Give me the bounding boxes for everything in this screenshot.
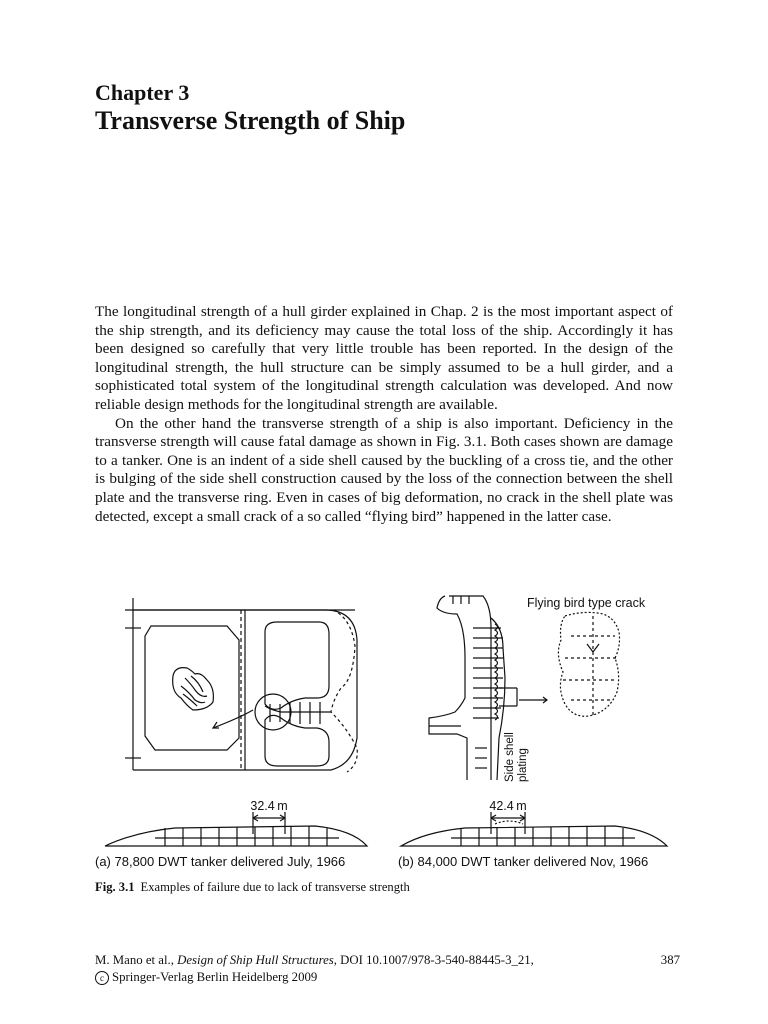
chapter-label: Chapter 3 <box>95 80 190 105</box>
page-number: 387 <box>660 953 680 967</box>
copyright-icon: c <box>95 971 109 985</box>
left-section-drawing <box>125 598 357 772</box>
right-panel-caption: (b) 84,000 DWT tanker delivered Nov, 1966 <box>398 854 649 869</box>
footer-doi: , DOI 10.1007/978-3-540-88445-3_21, <box>333 953 534 967</box>
chapter-title: Transverse Strength of Ship <box>95 106 406 135</box>
body-text <box>95 303 673 526</box>
flying-bird-crack-label: Flying bird type crack <box>527 596 646 610</box>
figure-number: Fig. 3.1 <box>95 880 135 894</box>
figure-caption <box>95 880 410 895</box>
footer-book-title: Design of Ship Hull Structures <box>177 953 334 967</box>
citation-line <box>95 952 680 969</box>
figure-drawing <box>95 588 675 878</box>
figure-caption-text: Examples of failure due to lack of transverse strength <box>140 880 410 894</box>
left-profile-drawing <box>105 812 367 846</box>
footer-copyright: Springer-Verlag Berlin Heidelberg 2009 <box>112 970 318 984</box>
right-dimension-label: 42.4 m <box>489 799 527 813</box>
figure-3-1 <box>95 588 675 878</box>
paragraph-1: The longitudinal strength of a hull girder explained in Chap. 2 is the most important aspect of the ship strength, and its deficiency may cause the total loss of the ship. Accordingly it has been designed so carefully that very little trouble has been reported. In the design of the longitudinal strength, the hull structure can be simply assumed to be a hull girder, and a sophisticated total system of the longitudinal strength calculation was developed. And now reliable design methods for the longitudinal strength are available. <box>95 303 673 413</box>
copyright-line <box>95 969 680 986</box>
left-panel-caption: (a) 78,800 DWT tanker delivered July, 1966 <box>95 854 346 869</box>
side-shell-label: Side shell <box>504 732 516 782</box>
left-dimension-label: 32.4 m <box>250 799 288 813</box>
right-profile-drawing <box>401 812 667 846</box>
paragraph-2: On the other hand the transverse strength of a ship is also important. Deficiency in the transverse strength will cause fatal damage as shown in Fig. 3.1. Both cases shown are damage to a tanker. One is an indent of a side shell caused by the buckling of a cross tie, and the other is bulging of the side shell construction caused by the loss of the connection between the shell plate and the transverse ring. Even in cases of big deformation, no crack in the shell plate was detected, except a small crack of a so called “flying bird” happened in the latter case. <box>95 414 673 525</box>
page-footer <box>95 952 680 986</box>
plating-label: plating <box>517 748 529 782</box>
footer-authors: M. Mano et al., <box>95 953 178 967</box>
